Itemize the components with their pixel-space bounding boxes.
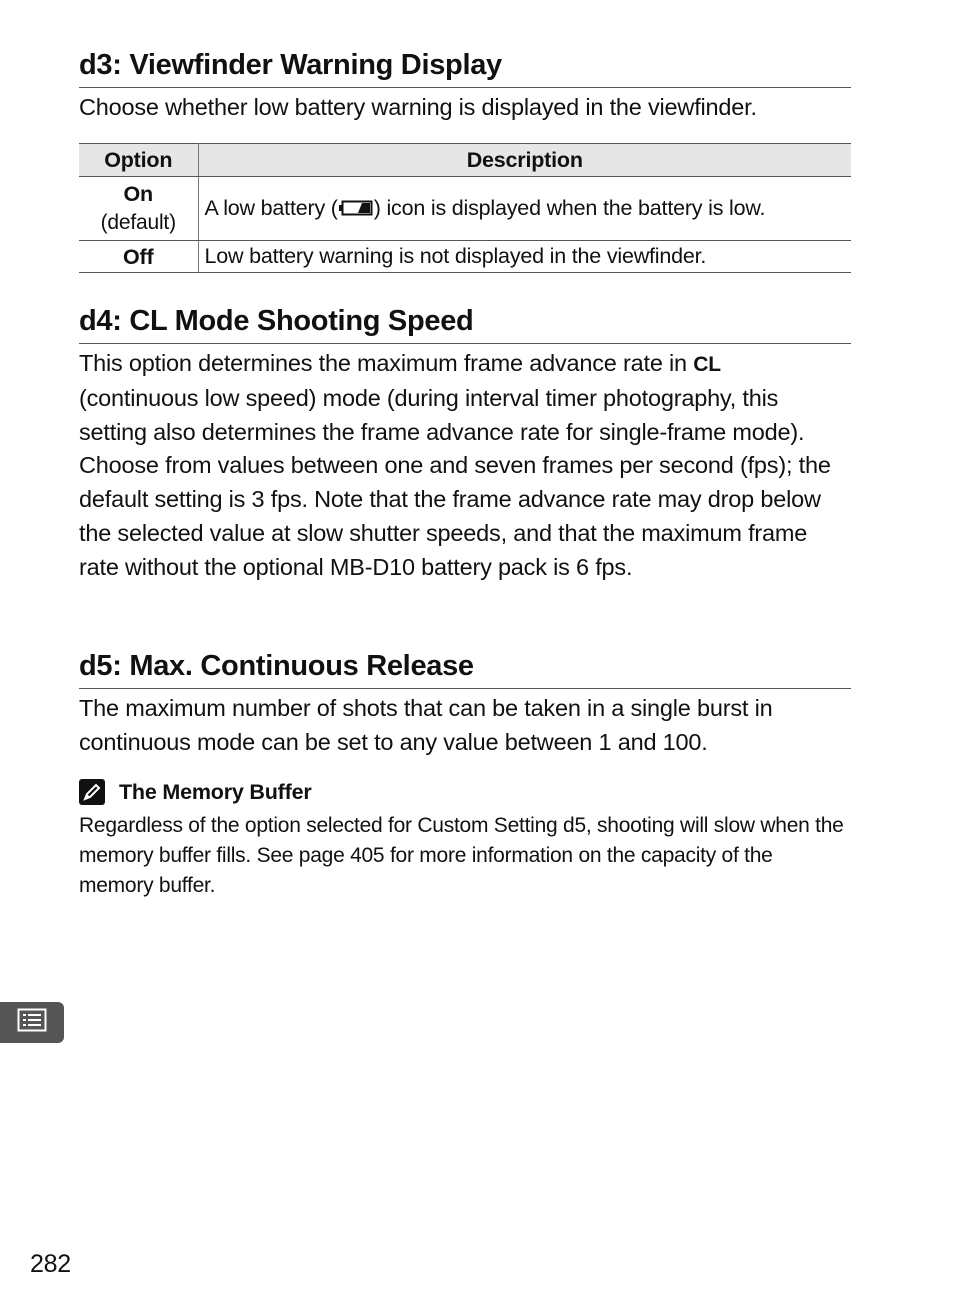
low-battery-icon [339,197,373,213]
body-text-rest: (continuous low speed) mode (during interval timer photography, this setting also determines the frame advance rate for single-frame mode). Choose from values between one and seven frames per second (fps); the default setting is 3 fps. Note that the frame advance rate may drop below the selected value at slow shutter speeds, and that the maximum frame rate without the optional MB-D10 battery pack is 6 fps. [79,384,831,580]
pencil-note-icon [79,779,105,805]
description-cell [198,177,851,241]
cl-mode-icon: CL [693,353,721,376]
section-intro-d3: Choose whether low battery warning is displayed in the viewfinder. [79,94,757,120]
note-header [79,777,312,807]
option-default-label: (default) [100,210,176,234]
option-cell [79,241,198,273]
table-row [79,177,851,241]
side-tab[interactable] [0,1002,64,1043]
section-body-d5: The maximum number of shots that can be taken in a single burst in continuous mode can be set to any value between 1 and 100. [79,695,773,755]
section-body-d4 [79,347,851,585]
option-name: Off [123,244,154,269]
section-title-d3: d3: Viewfinder Warning Display [79,47,851,88]
custom-settings-menu-icon [17,1008,47,1037]
section-title-d4: d4: CL Mode Shooting Speed [79,303,851,344]
option-cell [79,177,198,241]
table-header-row [79,144,851,177]
table-row [79,241,851,273]
option-name: On [123,181,153,206]
section-title-d5: d5: Max. Continuous Release [79,648,851,689]
page-number: 282 [30,1250,71,1278]
description-text-start: A low battery ( [204,196,338,220]
body-text-line1: This option determines the maximum frame advance rate in [79,350,694,376]
column-header-option: Option [79,144,198,177]
column-header-description: Description [198,144,851,177]
description-text-end: ) icon is displayed when the battery is low. [373,196,766,220]
options-table [79,143,851,273]
note-text: Regardless of the option selected for Custom Setting d5, shooting will slow when the memory buffer fills. See page 405 for more information on the capacity of the memory buffer. [79,814,844,897]
note-title: The Memory Buffer [119,779,312,804]
description-cell: Low battery warning is not displayed in the viewfinder. [198,241,851,273]
